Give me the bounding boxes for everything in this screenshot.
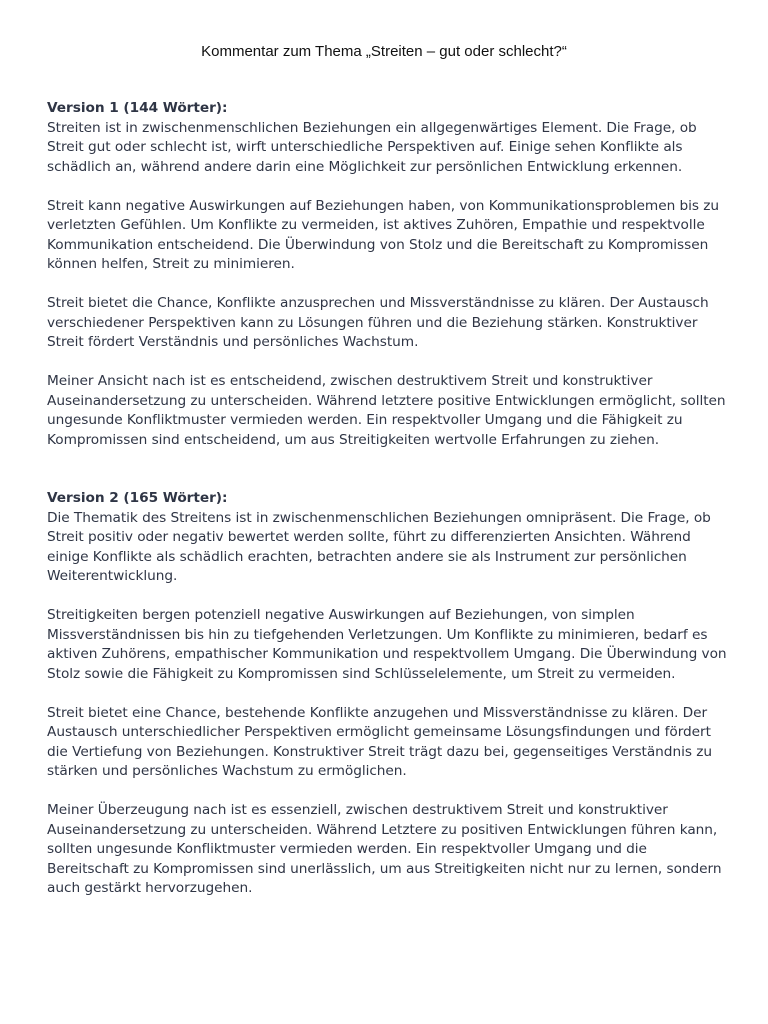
paragraph: Streit bietet die Chance, Konflikte anzusprechen und Missverständnisse zu klären. Der Austausch verschiedener Perspektiven kann zu Lösungen führen und die Beziehung stärken. Konstruktiver Streit fördert Verständnis und persönliches Wachstum. [47,295,709,350]
section-version-2 [47,489,727,899]
paragraph: Meiner Überzeugung nach ist es essenziell, zwischen destruktivem Streit und konstruktiver Auseinandersetzung zu unterscheiden. Während Letztere zu positiven Entwicklungen führen kann, sollten ungesunde Konfliktmuster vermieden werden. Ein respektvoller Umgang und die Bereitschaft zu Kompromissen sind unerlässlich, um aus Streitigkeiten nicht nur zu lernen, sondern auch gestärkt hervorzugehen. [47,802,722,896]
paragraph: Streitigkeiten bergen potenziell negative Auswirkungen auf Beziehungen, von simplen Missverständnissen bis hin zu tiefgehenden Verletzungen. Um Konflikte zu minimieren, bedarf es aktiven Zuhörens, empathischer Kommunikation und respektvollem Umgang. Die Überwindung von Stolz sowie die Fähigkeit zu Kompromissen sind Schlüsselelemente, um Streit zu vermeiden. [47,607,727,682]
section-heading: Version 1 (144 Wörter): [47,100,228,116]
paragraph: Streit bietet eine Chance, bestehende Konflikte anzugehen und Missverständnisse zu klären. Der Austausch unterschiedlicher Perspektiven ermöglicht gemeinsame Lösungsfindungen und fördert die Vertiefung von Beziehungen. Konstruktiver Streit trägt dazu bei, gegenseitiges Verständnis zu stärken und persönliches Wachstum zu ermöglichen. [47,704,712,779]
paragraph: Meiner Ansicht nach ist es entscheidend, zwischen destruktivem Streit und konstruktiver Auseinandersetzung zu unterscheiden. Während letztere positive Entwicklungen ermöglicht, sollten ungesunde Konfliktmuster vermieden werden. Ein respektvoller Umgang und die Fähigkeit zu Kompromissen sind entscheidend, um aus Streitigkeiten wertvolle Erfahrungen zu ziehen. [47,373,726,448]
document-body [47,99,727,899]
section-version-1 [47,99,727,450]
paragraph: Streiten ist in zwischenmenschlichen Beziehungen ein allgegenwärtiges Element. Die Frage, ob Streit gut oder schlecht ist, wirft unterschiedliche Perspektiven auf. Einige sehen Konflikte als schädlich an, während andere darin eine Möglichkeit zur persönlichen Entwicklung erkennen. [47,119,697,175]
paragraph: Die Thematik des Streitens ist in zwischenmenschlichen Beziehungen omnipräsent. Die Frage, ob Streit positiv oder negativ bewertet werden sollte, führt zu differenzierten Ansichten. Während einige Konflikte als schädlich erachten, betrachten andere sie als Instrument zur persönlichen Weiterentwicklung. [47,509,711,584]
section-heading: Version 2 (165 Wörter): [47,490,228,506]
paragraph: Streit kann negative Auswirkungen auf Beziehungen haben, von Kommunikationsproblemen bis zu verletzten Gefühlen. Um Konflikte zu vermeiden, ist aktives Zuhören, Empathie und respektvolle Kommunikation entscheidend. Die Überwindung von Stolz und die Bereitschaft zu Kompromissen können helfen, Streit zu minimieren. [47,197,720,272]
document-title: Kommentar zum Thema „Streiten – gut oder schlecht?“ [201,43,567,60]
